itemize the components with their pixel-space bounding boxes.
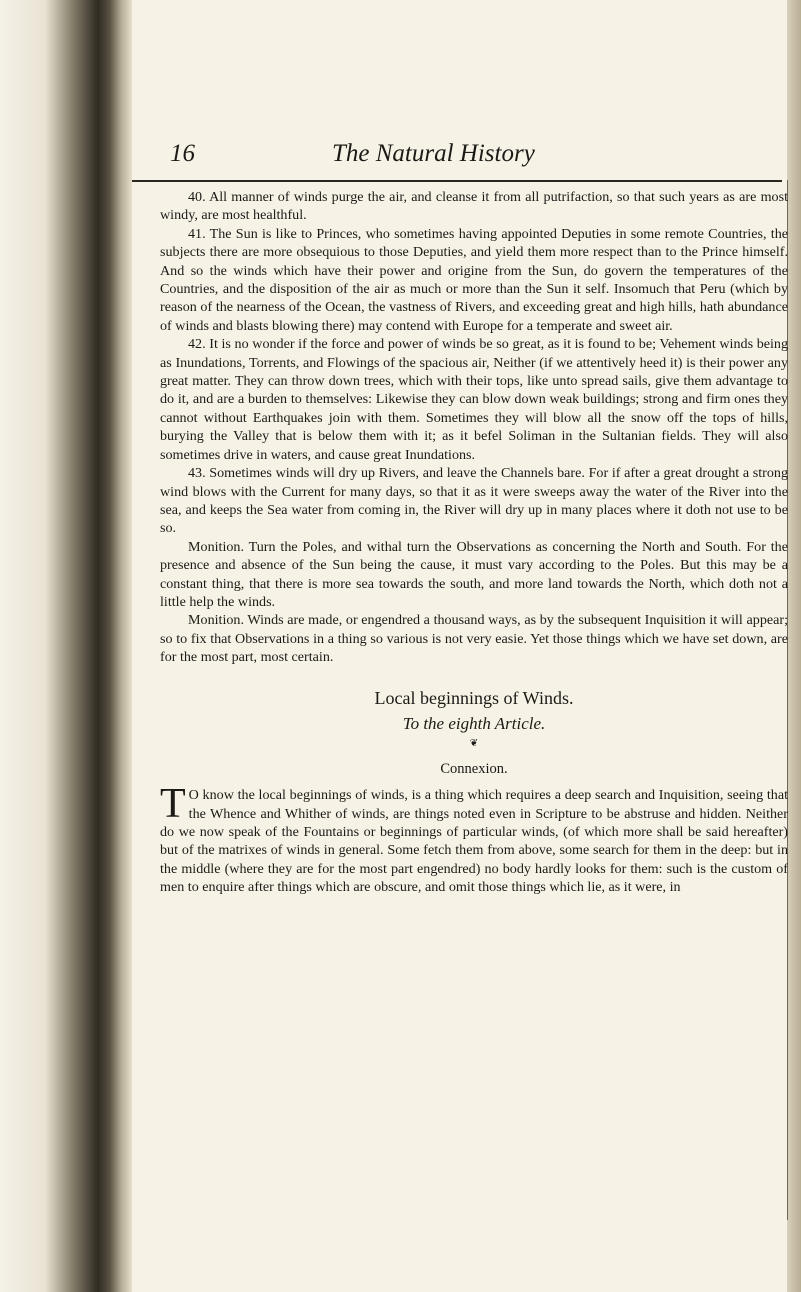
book-gutter-shadow <box>0 0 132 1292</box>
page-edge <box>787 0 801 1292</box>
monition-2: Monition. Winds are made, or engendred a thousand ways, as by the subsequent Inquisition it will appear; so to fix that Observations in a thing so various is not very easie. Yet those things which we have set down, are for the most part, most certain. <box>160 612 788 666</box>
paragraph-42: 42. It is no wonder if the force and power of winds be so great, as it is found to be; Vehement winds being as Inundations, Torrents, and Flowings of the spacious air, Neither (if we attentively heed it) is their power any great matter. They can throw down trees, which with their tops, like unto spread sails, give them advantage to do it, and are a burden to themselves: Likewise they can blow down weak buildings; strong and firm ones they cannot without Earthquakes join with them. Sometimes they will blow all the snow off the tops of hills, burying the Valley that is below them with it; as it befel Soliman in the Sultanian fields. They will also sometimes drive in waters, and cause great Inundations. <box>160 336 788 463</box>
connexion-paragraph <box>160 781 788 896</box>
page-number: 16 <box>170 140 195 167</box>
section-subheading: To the eighth Article. <box>402 713 546 733</box>
running-title: The Natural History <box>332 140 535 167</box>
monition-1: Monition. Turn the Poles, and withal turn the Observations as concerning the North and South. For the presence and absence of the Sun being the cause, it must vary according to the Poles. But this may be a constant thing, that there is more sea towards the south, and more land towards the North, which doth not a little help the winds. <box>160 538 788 610</box>
connexion-label: Connexion. <box>440 760 508 777</box>
text-block <box>160 188 788 897</box>
connexion-body: O know the local beginnings of winds, is a thing which requires a deep search and Inquisition, seeing that the Whence and Whither of winds, are things noted even in Scripture to be abstruse and hidden. Neither do we now speak of the Fountains or beginnings of particular winds, (of which more shall be said hereafter) but of the matrixes of winds in general. Some fetch them from above, some search for them in the deep: but in the middle (where they are for the most part engendred) no body hardly looks for them: such is the custom of men to enquire after things which are obscure, and omit those things which lie, as it were, in <box>160 787 788 896</box>
section-heading: Local beginnings of Winds. <box>374 687 574 708</box>
drop-cap: T <box>160 781 186 828</box>
page-header <box>132 140 782 184</box>
header-rule <box>132 180 782 182</box>
paragraph-40: 40. All manner of winds purge the air, and cleanse it from all putrifaction, so that such years as are most windy, are most healthful. <box>160 189 788 224</box>
ornament-icon: ❦ <box>469 738 479 750</box>
paragraph-43: 43. Sometimes winds will dry up Rivers, and leave the Channels bare. For if after a great drought a strong wind blows with the Current for many days, so that it as it were sweeps away the water of the River into the sea, and keeps the Sea water from coming in, the River will dry up in many places where it doth not use to be so. <box>160 465 788 537</box>
paragraph-41: 41. The Sun is like to Princes, who sometimes having appointed Deputies in some remote Countries, the subjects there are more obsequious to those Deputies, and yield them more respect than to the Prince himself. And so the winds which have their power and origine from the Sun, do govern the temperatures of the Countries, and the disposition of the air as much or more than the Sun it self. Insomuch that Peru (which by reason of the nearness of the Ocean, the vastness of Rivers, and exceeding great and high hills, hath abundance of winds and blasts blowing there) may contend with Europe for a temperate and sweet air. <box>160 225 788 334</box>
